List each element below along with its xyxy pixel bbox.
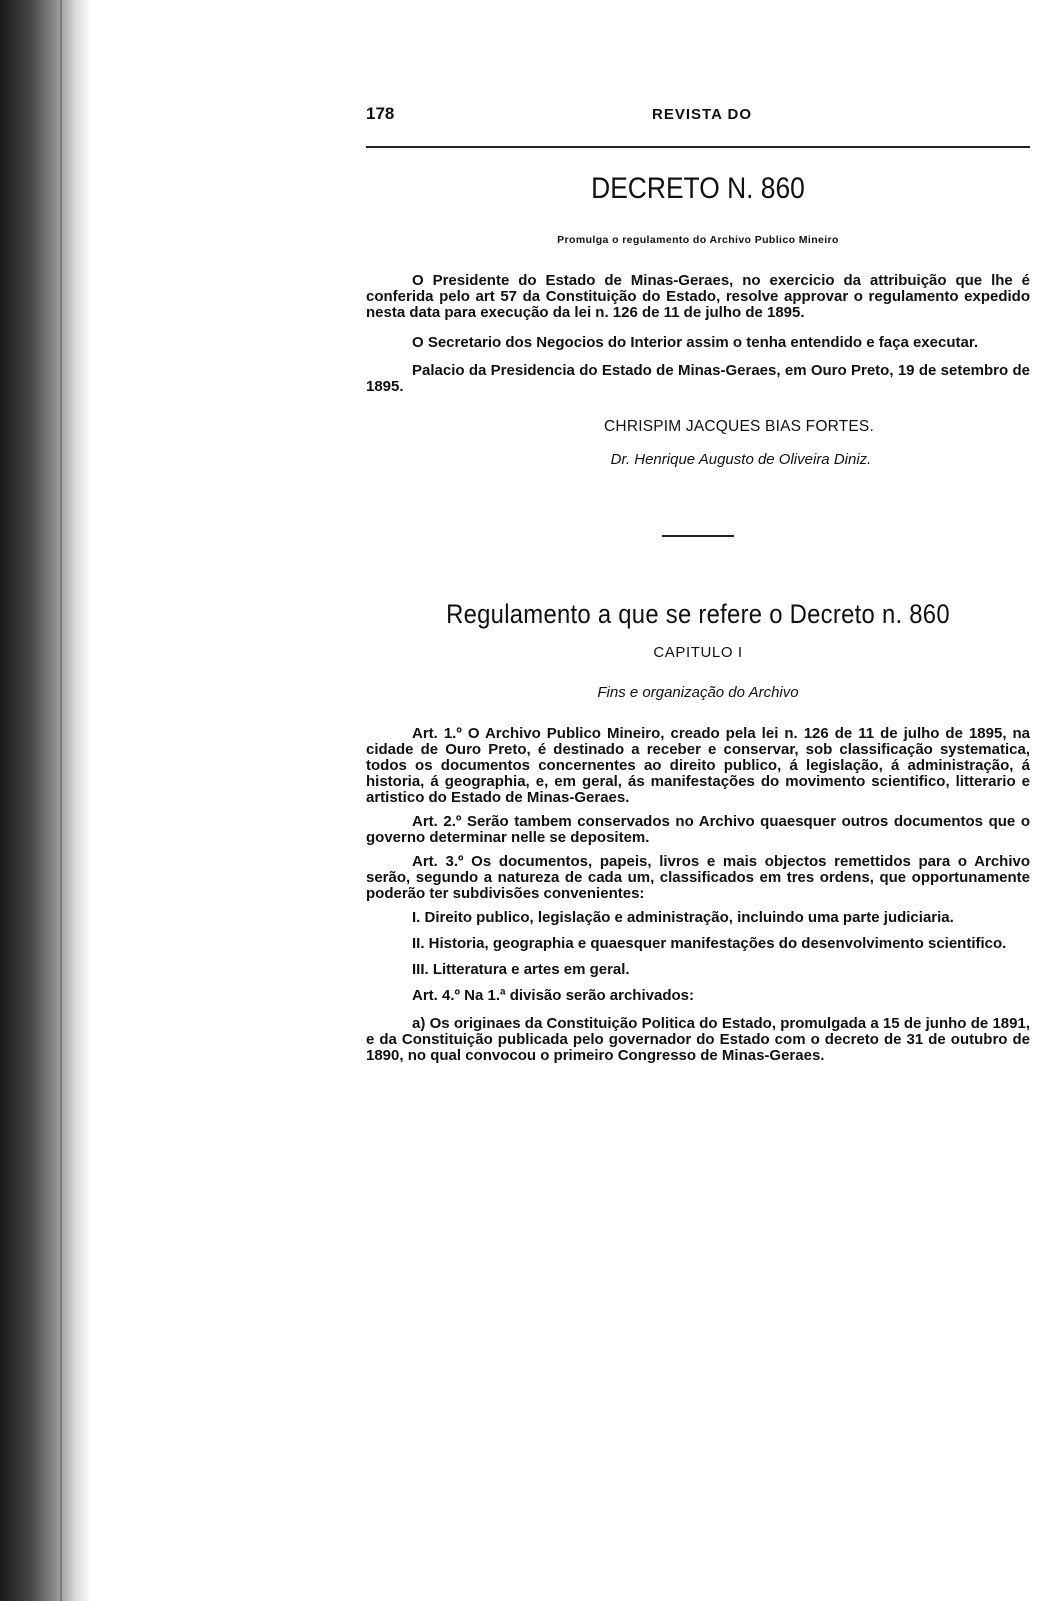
- article-4: Art. 4.º Na 1.ª divisão serão archivados:: [412, 987, 694, 1004]
- article-2: Art. 2.º Serão tambem conservados no Archivo quaesquer outros documentos que o governo determinar nelle se depositem.: [366, 813, 1030, 846]
- decree-subtitle: Promulga o regulamento do Archivo Publico Mineiro: [557, 234, 839, 246]
- decree-paragraph-1: O Presidente do Estado de Minas-Geraes, no exercicio da attribuição que lhe é conferida pelo art 57 da Constituição do Estado, resolve approvar o regulamento expedido nesta data para execução da lei n. 126 de 11 de julho de 1895.: [366, 272, 1030, 321]
- signature-secretary: Dr. Henrique Augusto de Oliveira Diniz.: [610, 451, 872, 468]
- journal-title: REVISTA DO: [652, 106, 753, 123]
- regulation-title: Regulamento a que se refere o Decreto n. 860: [446, 599, 950, 629]
- article-3: Art. 3.º Os documentos, papeis, livros e mais objectos remettidos para o Archivo serão, segundo a natureza de cada um, classificados em tres ordens, que opportunamente poderão ter subdivisões convenientes:: [366, 853, 1030, 902]
- article-3-item-3: III. Litteratura e artes em geral.: [412, 961, 630, 978]
- decree-paragraph-2: O Secretario dos Negocios do Interior assim o tenha entendido e faça executar.: [412, 334, 979, 351]
- chapter-heading: CAPITULO I: [653, 644, 743, 661]
- page-number: 178: [366, 104, 395, 123]
- decree-title: DECRETO N. 860: [591, 172, 805, 205]
- binding-edge-line: [60, 0, 62, 1601]
- decree-paragraph-3: Palacio da Presidencia do Estado de Minas-Geraes, em Ouro Preto, 19 de setembro de 1895.: [366, 362, 1030, 395]
- chapter-subtitle: Fins e organização do Archivo: [597, 684, 799, 701]
- article-3-item-1: I. Direito publico, legislação e administração, incluindo uma parte judiciaria.: [412, 909, 954, 926]
- signature-president: CHRISPIM JACQUES BIAS FORTES.: [604, 418, 874, 435]
- article-3-item-2: II. Historia, geographia e quaesquer manifestações do desenvolvimento scientifico.: [412, 935, 1007, 952]
- running-header: [366, 100, 1030, 124]
- article-4-item-a: a) Os originaes da Constituição Politica do Estado, promulgada a 15 de junho de 1891, e da Constituição publicada pelo governador do Estado com o decreto de 31 de outubro de 1890, no qual convocou o primeiro Congresso de Minas-Geraes.: [366, 1015, 1030, 1064]
- header-rule: [366, 146, 1030, 148]
- section-separator: [662, 535, 734, 537]
- book-binding-shadow: [0, 0, 92, 1601]
- document-page: [366, 100, 1030, 1064]
- article-1: Art. 1.º O Archivo Publico Mineiro, creado pela lei n. 126 de 11 de julho de 1895, na cidade de Ouro Preto, é destinado a receber e conservar, sob classificação systematica, todos os documentos concernentes ao direito publico, á legislação, á administração, á historia, á geographia, e, em geral, ás manifestações do movimento scientifico, litterario e artistico do Estado de Minas-Geraes.: [366, 725, 1030, 806]
